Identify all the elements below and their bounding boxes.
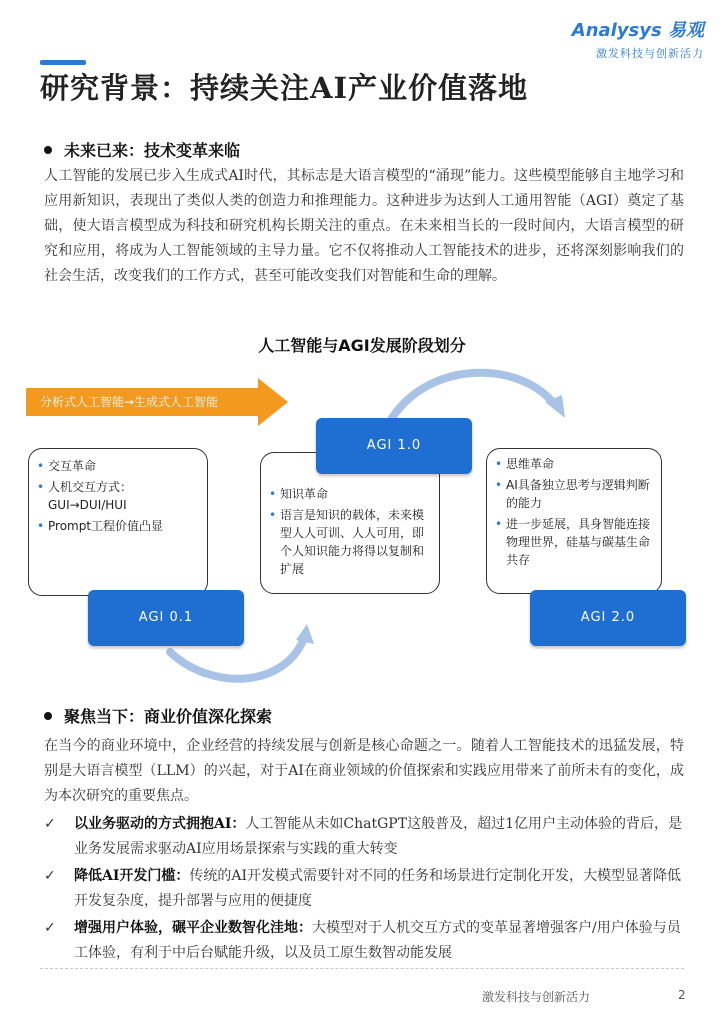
check-item-bold: 以业务驱动的方式拥抱AI：	[74, 816, 246, 832]
stage-label-1-0: AGI 1.0	[316, 418, 472, 474]
logo-slogan: 激发科技与创新活力	[596, 47, 704, 60]
list-item: • 思维革命	[495, 455, 653, 473]
stage-card-2-0	[486, 448, 662, 594]
check-icon: ✓	[44, 816, 56, 832]
check-icon: ✓	[44, 920, 56, 936]
check-item-lower-barrier	[44, 864, 684, 914]
check-item-bold: 降低AI开发门槛：	[74, 868, 190, 884]
check-item-body	[74, 812, 684, 862]
transition-banner-arrow	[26, 378, 288, 430]
check-item-bold: 增强用户体验，碾平企业数智化洼地：	[74, 920, 312, 936]
list-item: • AI具备独立思考与逻辑判断的能力	[495, 476, 653, 512]
list-item: • 人机交互方式：GUI→DUI/HUI	[37, 478, 199, 514]
bullet-icon	[44, 712, 52, 720]
check-item-text: 传统的AI开发模式需要针对不同的任务和场景进行定制化开发，大模型显著降低开发复杂度，提升部署与应用的便捷度	[74, 868, 682, 909]
footer-divider	[40, 968, 684, 969]
stage-label-0-1: AGI 0.1	[88, 590, 244, 646]
section-heading-text: 未来已来：技术变革来临	[64, 141, 241, 160]
banner-text: 分析式人工智能→生成式人工智能	[40, 395, 219, 409]
focus-paragraph: 在当今的商业环境中，企业经营的持续发展与创新是核心命题之一。随着人工智能技术的迅猛发展，特别是大语言模型（LLM）的兴起，对于AI在商业领域的价值探索和实践应用带来了前所未有的变化，成为本次研究的重要焦点。	[44, 738, 684, 804]
check-item-text: 人工智能从未如ChatGPT这般普及，超过1亿用户主动体验的背后，是业务发展需求驱动AI应用场景探索与实践的重大转变	[74, 816, 682, 857]
diagram-title: 人工智能与AGI发展阶段划分	[258, 336, 466, 355]
page-number: 2	[678, 988, 686, 1002]
stage-1-0-list	[269, 485, 431, 578]
list-item: • 语言是知识的载体，未来模型人人可训、人人可用，即个人知识能力将得以复制和扩展	[269, 506, 431, 578]
stage-0-1-list	[37, 457, 199, 535]
check-item-user-experience	[44, 916, 684, 966]
section-heading-focus	[44, 704, 272, 727]
check-item-body	[74, 916, 684, 966]
check-icon: ✓	[44, 868, 56, 884]
list-item: • 交互革命	[37, 457, 199, 475]
check-item-business-driven	[44, 812, 684, 862]
check-item-body	[74, 864, 684, 914]
stage-label-2-0: AGI 2.0	[530, 590, 686, 646]
page-title: 研究背景：持续关注AI产业价值落地	[40, 71, 529, 105]
stage-card-0-1	[28, 448, 208, 596]
logo-wordmark: Analysys 易观	[571, 20, 704, 41]
list-item: • 知识革命	[269, 485, 431, 503]
check-item-text: 大模型对于人机交互方式的变革显著增强客户/用户体验与员工体验，有利于中后台赋能升级，以及员工原生数智动能发展	[74, 920, 681, 961]
list-item: • Prompt工程价值凸显	[37, 517, 199, 535]
intro-paragraph: 人工智能的发展已步入生成式AI时代，其标志是大语言模型的“涌现”能力。这些模型能够自主地学习和应用新知识，表现出了类似人类的创造力和推理能力。这种进步为达到人工通用智能（AGI）奠定了基础，使大语言模型成为科技和研究机构长期关注的重点。在未来相当长的一段时间内，大语言模型的研究和应用，将成为人工智能领域的主导力量。它不仅将推动人工智能技术的进步，还将深刻影响我们的社会生活，改变我们的工作方式，甚至可能改变我们对智能和生命的理解。	[44, 168, 684, 284]
section-heading-text: 聚焦当下：商业价值深化探索	[64, 707, 273, 726]
stage-2-0-list	[495, 455, 653, 569]
footer-slogan: 激发科技与创新活力	[482, 990, 591, 1004]
list-item: • 进一步延展，具身智能连接物理世界，硅基与碳基生命共存	[495, 515, 653, 569]
